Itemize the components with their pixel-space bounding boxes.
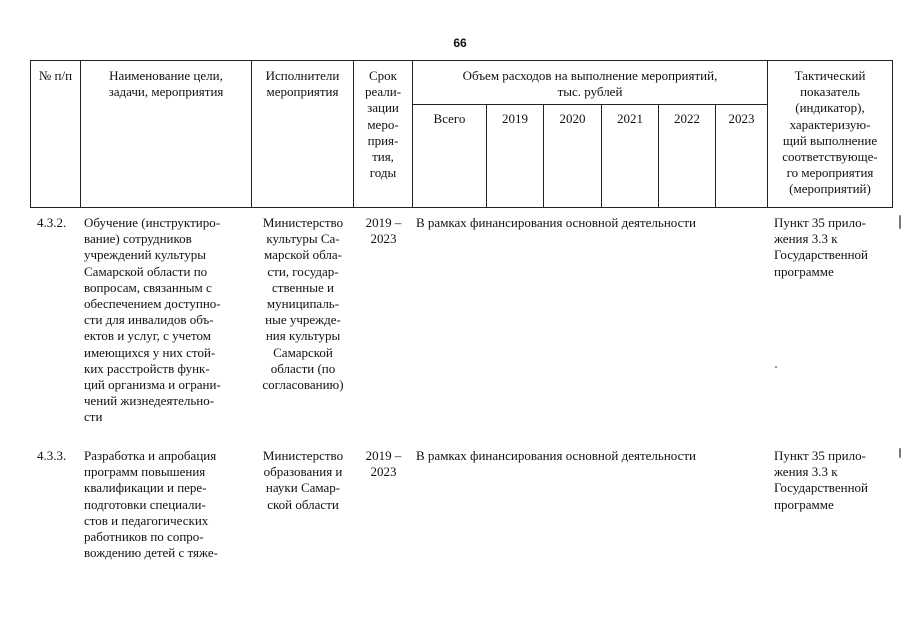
scan-speck <box>899 448 901 458</box>
header-term: Срок реали- зации меро- прия- тия, годы <box>364 68 402 181</box>
header-year-2023: 2023 <box>728 111 755 126</box>
page-number: 66 <box>453 36 467 50</box>
header-year-2021: 2021 <box>617 111 643 126</box>
header-num: № п/п <box>38 68 73 83</box>
table-top-border <box>30 60 893 61</box>
header-year-2022: 2022 <box>674 111 700 126</box>
row-term: 2019 – 2023 <box>365 215 402 247</box>
expenses-header-divider <box>412 104 767 105</box>
row-name: Разработка и апробация программ повышения квалификации и пере- подготовки специали- стов и педагогических работников по сопро- вождению детей с тяже- <box>84 448 218 561</box>
scan-speck <box>899 215 901 229</box>
row-name: Обучение (инструктиро- вание) сотрудников учреждений культуры Самарской области по вопросам, связанным с обеспечением доступно- сти для инвалидов объ- ектов и услуг, с учетом имеющихся у них стой- ких расстройств функ- ций организма и ограни- чений жизнедеятельно- сти <box>84 215 221 425</box>
scan-speck <box>775 366 777 368</box>
header-indicator: Тактический показатель (индикатор), характеризую- щий выполнение соответствующе- го мероприятия (мероприятий) <box>782 68 878 197</box>
header-executors: Исполнители мероприятия <box>265 68 340 100</box>
row-executors: Министерство культуры Са- марской обла- сти, государ- ственные и муниципаль- ные учрежде- ния культуры Самарской области (по согласованию) <box>262 215 344 393</box>
row-number: 4.3.3. <box>37 448 67 463</box>
header-bottom-border <box>30 207 893 208</box>
row-expenses: В рамках финансирования основной деятельности <box>416 215 697 230</box>
row-executors: Министерство образования и науки Самар- ской области <box>262 448 344 512</box>
row-number: 4.3.2. <box>37 215 67 230</box>
header-expenses: Объем расходов на выполнение мероприятий, тыс. рублей <box>462 68 718 100</box>
row-term: 2019 – 2023 <box>365 448 402 480</box>
table-right-border <box>892 60 893 208</box>
header-year-2019: 2019 <box>502 111 528 126</box>
header-year-2020: 2020 <box>559 111 586 126</box>
row-indicator: Пункт 35 прило- жения 3.3 к Государственной программе <box>774 448 869 512</box>
row-indicator: Пункт 35 прило- жения 3.3 к Государственной программе <box>774 215 869 279</box>
header-total: Всего <box>433 111 466 126</box>
row-expenses: В рамках финансирования основной деятельности <box>416 448 697 463</box>
header-name: Наименование цели, задачи, мероприятия <box>108 68 224 100</box>
